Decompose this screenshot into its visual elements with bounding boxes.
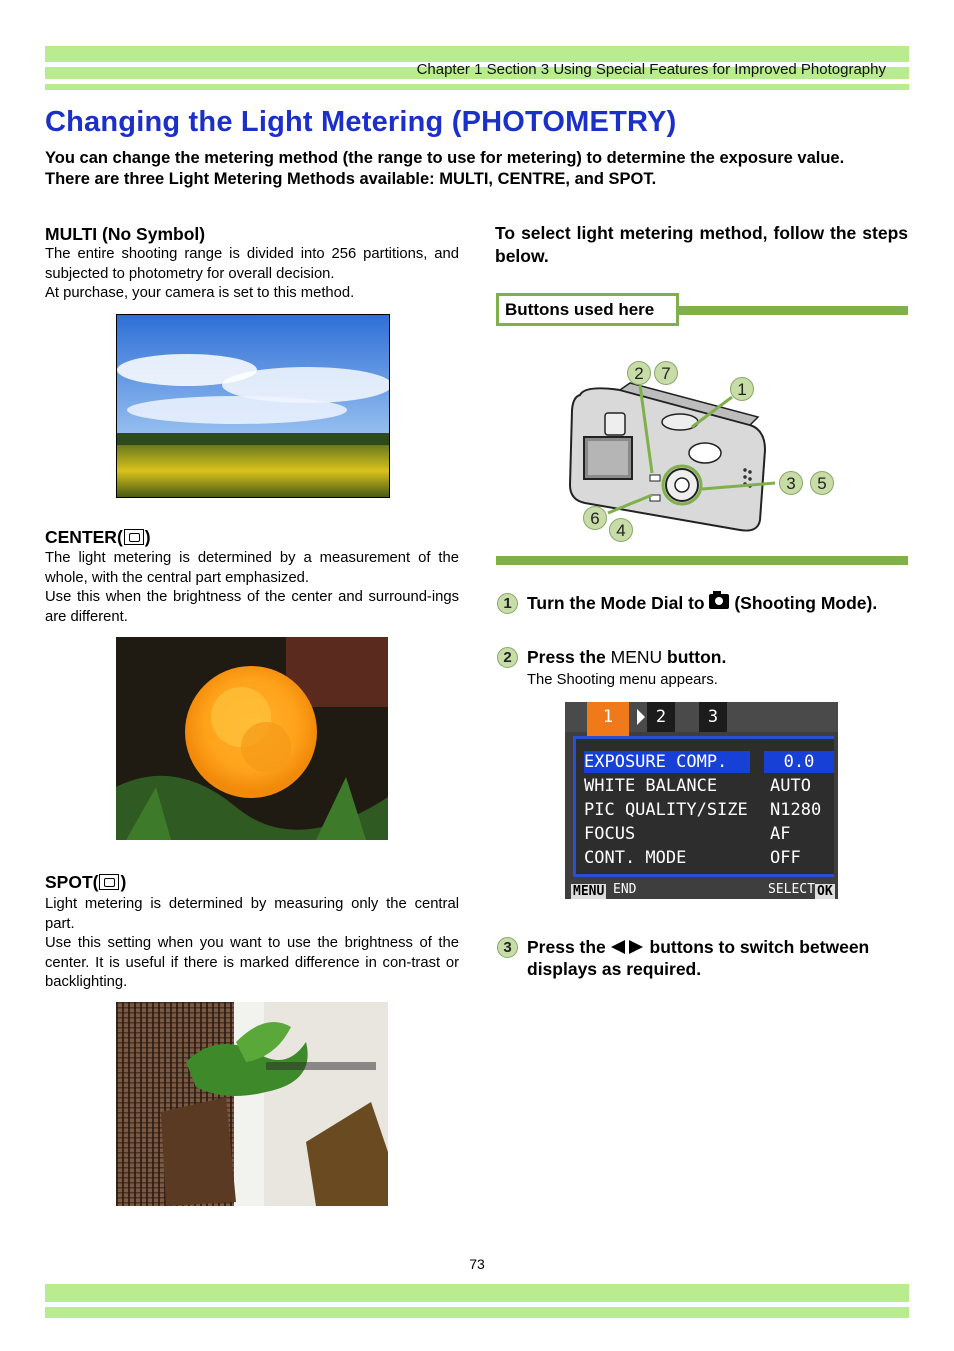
menu-row-value: 0.0 — [764, 751, 834, 773]
center-photo-flower — [116, 637, 388, 840]
center-paragraph-1: The light metering is determined by a measurement of the whole, with the central part emphasized. — [45, 550, 459, 586]
intro-line-2: There are three Light Metering Methods available: MULTI, CENTRE, and SPOT. — [45, 170, 657, 188]
spot-description — [45, 895, 459, 993]
menu-panel — [573, 736, 834, 877]
menu-end-label: END — [613, 882, 637, 897]
footer-band-bottom — [45, 1307, 909, 1318]
center-title — [45, 527, 151, 548]
menu-row-cont-mode — [584, 847, 830, 869]
footer-band-top — [45, 1284, 909, 1302]
menu-button-word: MENU — [610, 647, 663, 667]
step-2-pre: Press the — [527, 647, 611, 667]
spot-photo-hanging-plant — [116, 1002, 388, 1206]
step-3-number: 3 — [497, 937, 518, 958]
menu-row-value: AUTO — [770, 776, 811, 796]
step-3-post: buttons to switch between — [644, 937, 870, 957]
multi-photo-landscape — [116, 314, 390, 498]
buttons-used-label: Buttons used here — [496, 293, 679, 326]
menu-tab-1: 1 — [587, 702, 629, 736]
camera-label-7: 7 — [654, 361, 678, 385]
step-3-text — [527, 937, 869, 958]
spot-title-suffix: ) — [120, 872, 127, 892]
step-1-pre: Turn the Mode Dial to — [527, 593, 710, 613]
spot-metering-icon — [99, 874, 119, 890]
step-3-line-2: displays as required. — [527, 959, 702, 979]
camera-label-4: 4 — [609, 518, 633, 542]
center-paragraph-2: Use this when the brightness of the center and surround-ings are different. — [45, 589, 459, 625]
step-2-text — [527, 647, 726, 668]
ok-key: OK — [817, 884, 833, 899]
menu-footer — [565, 880, 838, 899]
center-description — [45, 549, 459, 627]
camera-label-2: 2 — [627, 361, 651, 385]
menu-tab-3: 3 — [699, 702, 727, 732]
step-2-number: 2 — [497, 647, 518, 668]
menu-row-value: N1280 — [770, 800, 822, 820]
step-1-number: 1 — [497, 593, 518, 614]
menu-row-option: EXPOSURE COMP. — [584, 751, 750, 773]
select-heading: To select light metering method, follow the steps below. — [495, 223, 908, 266]
camera-label-5: 5 — [810, 471, 834, 495]
center-metering-icon — [124, 529, 144, 545]
shooting-menu-screen — [565, 702, 838, 899]
menu-row-option: PIC QUALITY/SIZE — [584, 800, 748, 820]
camera-diagram — [560, 355, 850, 545]
multi-paragraph-2: At purchase, your camera is set to this method. — [45, 285, 355, 301]
header-band-top — [45, 46, 909, 62]
multi-paragraph-1: The entire shooting range is divided into 256 partitions, and subjected to photometry for overall decision. — [45, 246, 459, 282]
spot-title-prefix: SPOT( — [45, 872, 99, 892]
menu-row-pic-quality — [584, 799, 830, 821]
spot-paragraph-1: Light metering is determined by measuring only the central part. — [45, 896, 459, 932]
center-title-prefix: CENTER( — [45, 527, 123, 547]
step-1-text — [527, 593, 877, 614]
left-right-arrows-icon — [611, 940, 645, 954]
camera-label-3: 3 — [779, 471, 803, 495]
menu-row-value: AF — [770, 824, 791, 844]
menu-row-focus — [584, 823, 830, 845]
menu-row-exposure-comp — [584, 751, 830, 773]
menu-row-value: OFF — [770, 848, 801, 868]
header-band-thin — [45, 84, 909, 90]
camera-label-6: 6 — [583, 506, 607, 530]
menu-tab-2: 2 — [647, 702, 675, 732]
multi-title: MULTI (No Symbol) — [45, 224, 206, 244]
spot-paragraph-2: Use this setting when you want to use the brightness of the center. It is useful if there is marked difference in con-trast or backlighting. — [45, 935, 459, 990]
menu-row-option: FOCUS — [584, 824, 636, 844]
section-rule — [496, 556, 908, 565]
step-2-subtext: The Shooting menu appears. — [527, 672, 718, 688]
page-number: 73 — [469, 1256, 485, 1272]
step-1-post: (Shooting Mode). — [729, 593, 878, 613]
tab-arrow-icon — [637, 709, 645, 725]
center-title-suffix: ) — [144, 527, 151, 547]
menu-key: MENU — [573, 884, 605, 899]
step-3-pre: Press the — [527, 937, 611, 957]
page-title: Changing the Light Metering (PHOTOMETRY) — [45, 106, 677, 138]
camera-mode-icon — [709, 594, 729, 609]
multi-description — [45, 245, 459, 304]
menu-row-option: CONT. MODE — [584, 848, 687, 868]
buttons-rule — [679, 306, 908, 315]
menu-row-white-balance — [584, 775, 830, 797]
menu-row-option: WHITE BALANCE — [584, 776, 718, 796]
step-2-post: button. — [662, 647, 727, 667]
menu-select-label: SELECT — [768, 882, 815, 897]
spot-title — [45, 872, 126, 893]
intro-line-1: You can change the metering method (the range to use for metering) to determine the exposure value. — [45, 149, 845, 167]
camera-label-1: 1 — [730, 377, 754, 401]
chapter-header: Chapter 1 Section 3 Using Special Features for Improved Photography — [416, 61, 886, 78]
